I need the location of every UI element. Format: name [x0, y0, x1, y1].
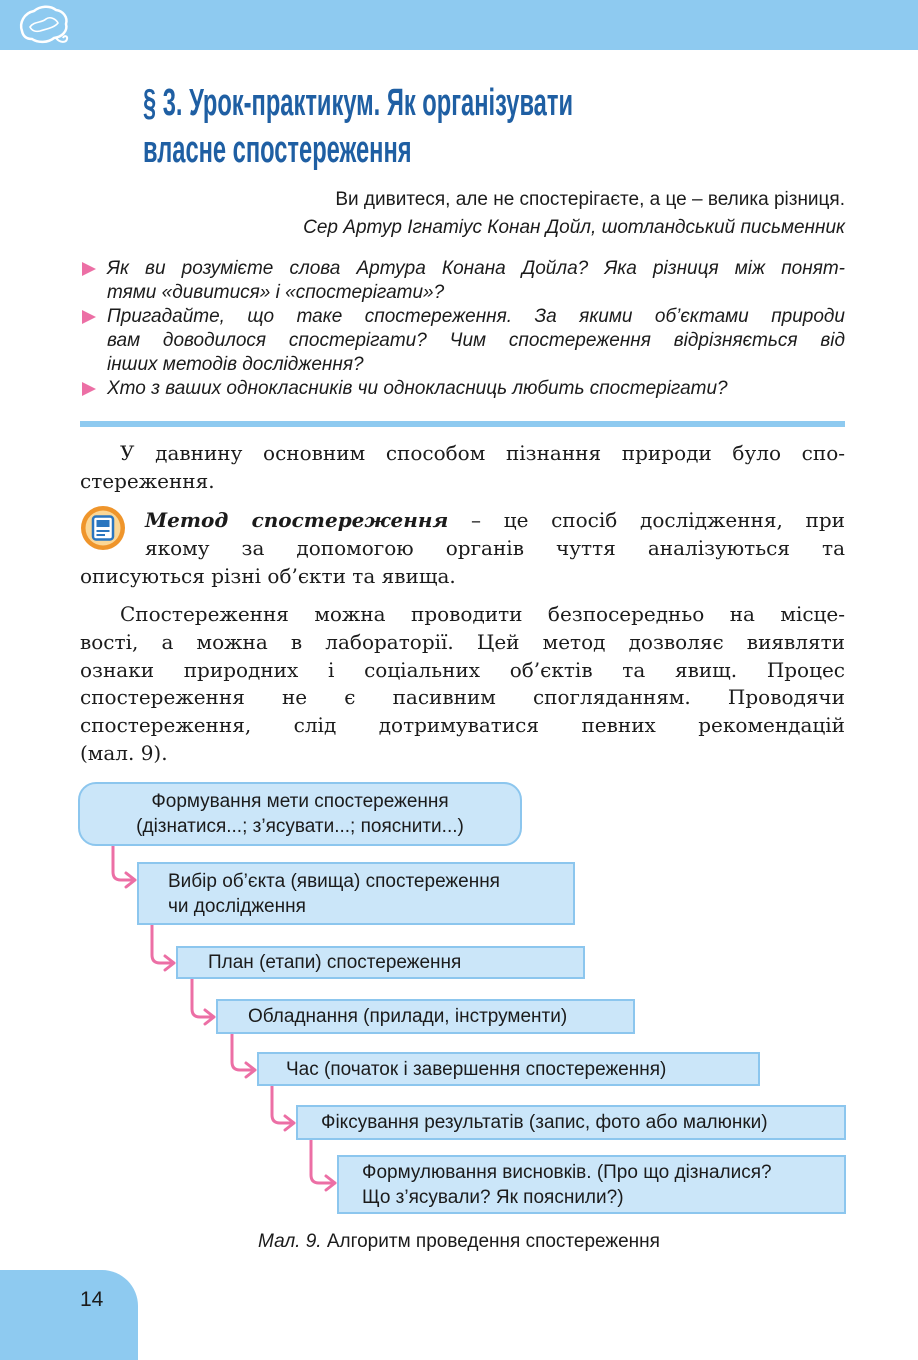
question-line: Як ви розумієте слова Артура Конана Дойла? Яка різниця між понят-	[107, 258, 845, 279]
paragraph-line: Спостереження можна проводити безпосередньо на місце-	[120, 602, 845, 626]
step-text: Час (початок і завершення спостереження)	[286, 1058, 667, 1080]
diagram-step-recording	[296, 1105, 846, 1140]
question-item	[107, 257, 845, 305]
step-text: чи дослідження	[168, 895, 306, 917]
paragraph-line: вості, а можна в лабораторії. Цей метод дозволяє виявляти	[80, 629, 845, 654]
question-item	[107, 377, 845, 401]
question-line: Пригадайте, що таке спостереження. За якими об’єктами природи	[107, 306, 845, 327]
step-text: Вибір об’єкта (явища) спостереження	[168, 870, 500, 892]
question-line: вам доводилося спостерігати? Чим спостереження відрізняється від	[107, 330, 845, 351]
section-divider	[80, 421, 845, 427]
definition-term: Метод спостереження	[145, 508, 449, 532]
page-title	[143, 80, 573, 174]
flow-arrow	[232, 1034, 255, 1077]
diagram-step-goal	[78, 782, 522, 846]
caption-label: Мал. 9.	[258, 1231, 322, 1252]
pink-triangle-bullet-icon	[82, 262, 96, 276]
questions-list	[107, 257, 845, 401]
epigraph-author: Сер Артур Ігнатіус Конан Дойл, шотландський письменник	[303, 217, 845, 238]
step-text: Фіксування результатів (запис, фото або малюнки)	[321, 1112, 768, 1133]
paragraph-line: стереження.	[80, 468, 215, 493]
epigraph-quote: Ви дивитеся, але не спостерігаєте, а це – велика різниця.	[335, 189, 845, 210]
flow-arrow	[192, 979, 214, 1024]
intro-paragraph	[80, 440, 845, 496]
diagram-step-time	[257, 1052, 760, 1086]
page-number: 14	[80, 1288, 104, 1311]
step-text: Що з’ясували? Як пояснили?)	[362, 1186, 624, 1208]
body-paragraph	[80, 601, 845, 768]
definition-line	[80, 507, 845, 535]
diagram-step-object	[137, 862, 575, 925]
step-text: Формулювання висновків. (Про що дізналися?	[362, 1161, 772, 1183]
question-item	[107, 305, 845, 377]
flow-arrow	[152, 925, 174, 970]
flow-arrow	[272, 1086, 294, 1130]
title-line-2: власне спостереження	[143, 129, 412, 171]
step-text: (дізнатися...; з’ясувати...; пояснити...)	[136, 816, 464, 837]
paragraph-line: У давнину основним способом пізнання природи було спо-	[120, 441, 845, 465]
step-text: Обладнання (прилади, інструменти)	[248, 1006, 568, 1027]
caption-text: Алгоритм проведення спостереження	[326, 1231, 660, 1252]
page-number-tab	[0, 1270, 138, 1360]
question-line: Хто з ваших однокласників чи однокласниць любить спостерігати?	[107, 378, 728, 399]
flow-arrow	[311, 1140, 335, 1190]
paragraph-line: (мал. 9).	[80, 740, 168, 765]
diagram-step-conclusions	[337, 1155, 846, 1214]
definition-block	[80, 507, 845, 590]
question-line: тями «дивитися» і «спостерігати»?	[107, 282, 445, 303]
step-text: Формування мети спостереження	[151, 791, 449, 812]
definition-line: описуються різні об’єкти та явища.	[80, 563, 456, 588]
title-line-1: § 3. Урок-практикум. Як організувати	[143, 82, 573, 124]
figure-caption	[0, 1230, 918, 1254]
diagram-step-plan	[176, 946, 585, 979]
paragraph-line: спостереження не є пасивним спогляданням. Проводячи	[80, 685, 845, 710]
pink-triangle-bullet-icon	[82, 310, 96, 324]
paragraph-line: спостереження, слід дотримуватися певних рекомендацій	[80, 713, 845, 738]
paragraph-line: ознаки природних і соціальних об’єктів та явищ. Процес	[80, 657, 845, 682]
definition-line: якому за допомогою органів чуття аналізуються та	[145, 535, 845, 560]
diagram-step-equipment	[216, 999, 635, 1034]
step-text: План (етапи) спостереження	[208, 952, 462, 973]
flow-arrow	[113, 846, 135, 887]
pink-triangle-bullet-icon	[82, 382, 96, 396]
globe-logo-icon	[16, 1, 72, 49]
definition-text: – це спосіб дослідження, при	[471, 508, 846, 532]
question-line: інших методів дослідження?	[107, 354, 364, 375]
header-band	[0, 0, 918, 50]
